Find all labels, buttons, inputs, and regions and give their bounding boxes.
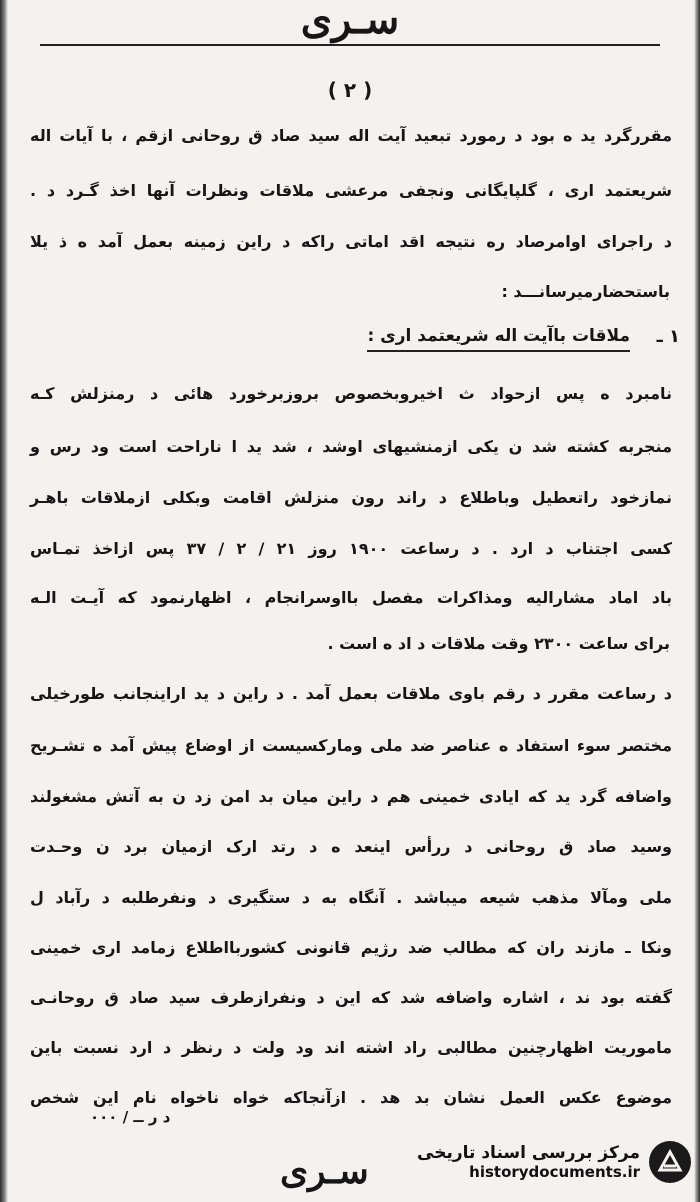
scan-edge-right — [694, 0, 700, 1202]
body-line: نمازخود راتعطيل وباطلاع د راند رون منزلش اقامت وبکلی ازملاقات باهـر — [30, 488, 672, 507]
body-line: ملی ومآلا مذهب شيعه ميباشد . آنگاه به د ستگيری د ونفرطلبه د رآباد ل — [30, 888, 672, 907]
body-line: منجربه کشته شد ن يکی ازمنشيهای اوشد ، شد يد ا ناراحت است ود رس و — [30, 437, 672, 456]
watermark-title: مرکز بررسی اسناد تاریخی — [417, 1143, 640, 1163]
body-line: نامبرد ه پس ازحواد ث اخيروبخصوص بروزبرخورد هائی د رمنزلش کـه — [30, 384, 672, 403]
archive-logo-icon — [648, 1140, 692, 1184]
intro-line: شريعتمد اری ، گلپايگانی ونجفی مرعشی ملاقات ونظرات آنها اخذ گـرد د . — [30, 181, 672, 200]
body-line: موضوع عکس العمل نشان بد هد . ازآنجاکه خواه ناخواه نام اين شخص — [30, 1088, 672, 1107]
footer-reference: د ر ــ / ٠٠٠ — [90, 1108, 171, 1126]
body-line: واضافه گرد يد که ايادی خمينی هم د راين ميان بد امن زد ن به آتش مشغولند — [30, 787, 672, 806]
classification-stamp-top: سـرى — [300, 0, 400, 43]
watermark-url: historydocuments.ir — [469, 1163, 640, 1181]
body-line: گفته بود ند ، اشاره واضافه شد که اين د ونفرازطرف سيد صاد ق روحانـی — [30, 988, 672, 1007]
intro-line: د راجرای اوامرصاد ره نتيجه اقد اماتی راکه د راين زمينه بعمل آمد ه ذ يلا — [30, 232, 672, 251]
body-line: ونکا ـ مازند ران که مطالب ضد رژيم قانونی کشوربااطلاع زمامد اری خمينی — [30, 938, 672, 957]
header-rule — [40, 44, 660, 46]
watermark-text — [417, 1143, 640, 1181]
body-line: باد اماد مشارالیه ومذاکرات مفصل بااوسرانجام ، اظهارنمود که آيـت الـه — [30, 588, 672, 607]
body-line: کسی اجتناب د ارد . د رساعت ١٩٠٠ روز ٢١ / ٢ / ٣٧ پس ازاخذ تمـاس — [30, 539, 673, 558]
scan-edge-left — [0, 0, 8, 1202]
body-line: مختصر سوء استفاد ه عناصر ضد ملی ومارکسيست از اوضاع پيش آمد ه تشـريح — [30, 736, 672, 755]
archive-watermark — [417, 1140, 692, 1184]
intro-line: مقررگرد يد ه بود د رمورد تبعيد آيت اله سيد صاد ق روحانی ازقم ، با آيات اله — [30, 126, 672, 145]
page-number: ( ٢ ) — [327, 78, 373, 102]
classification-stamp-bottom: سـرى — [280, 1150, 369, 1192]
section-number: ١ ـ — [656, 326, 680, 347]
body-line: د رساعت مقرر د رقم باوی ملاقات بعمل آمد . د راين د يد اراينجانب طورخيلی — [30, 684, 672, 703]
section-heading: ملاقات باآيت اله شريعتمد اری : — [367, 326, 630, 352]
body-line: ماموريت اظهارچنين مطالبی راد اشته اند ود ولت د رنظر د ارد نسبت باين — [30, 1038, 672, 1057]
intro-line: باستحضارميرسانـــد : — [501, 282, 670, 301]
body-line: برای ساعت ٢٣٠٠ وقت ملاقات د اد ه است . — [327, 634, 670, 653]
body-line: وسيد صاد ق روحانی د ررأس اينعد ه د رتد ارک ازميان برد ن وحـدت — [30, 837, 672, 856]
